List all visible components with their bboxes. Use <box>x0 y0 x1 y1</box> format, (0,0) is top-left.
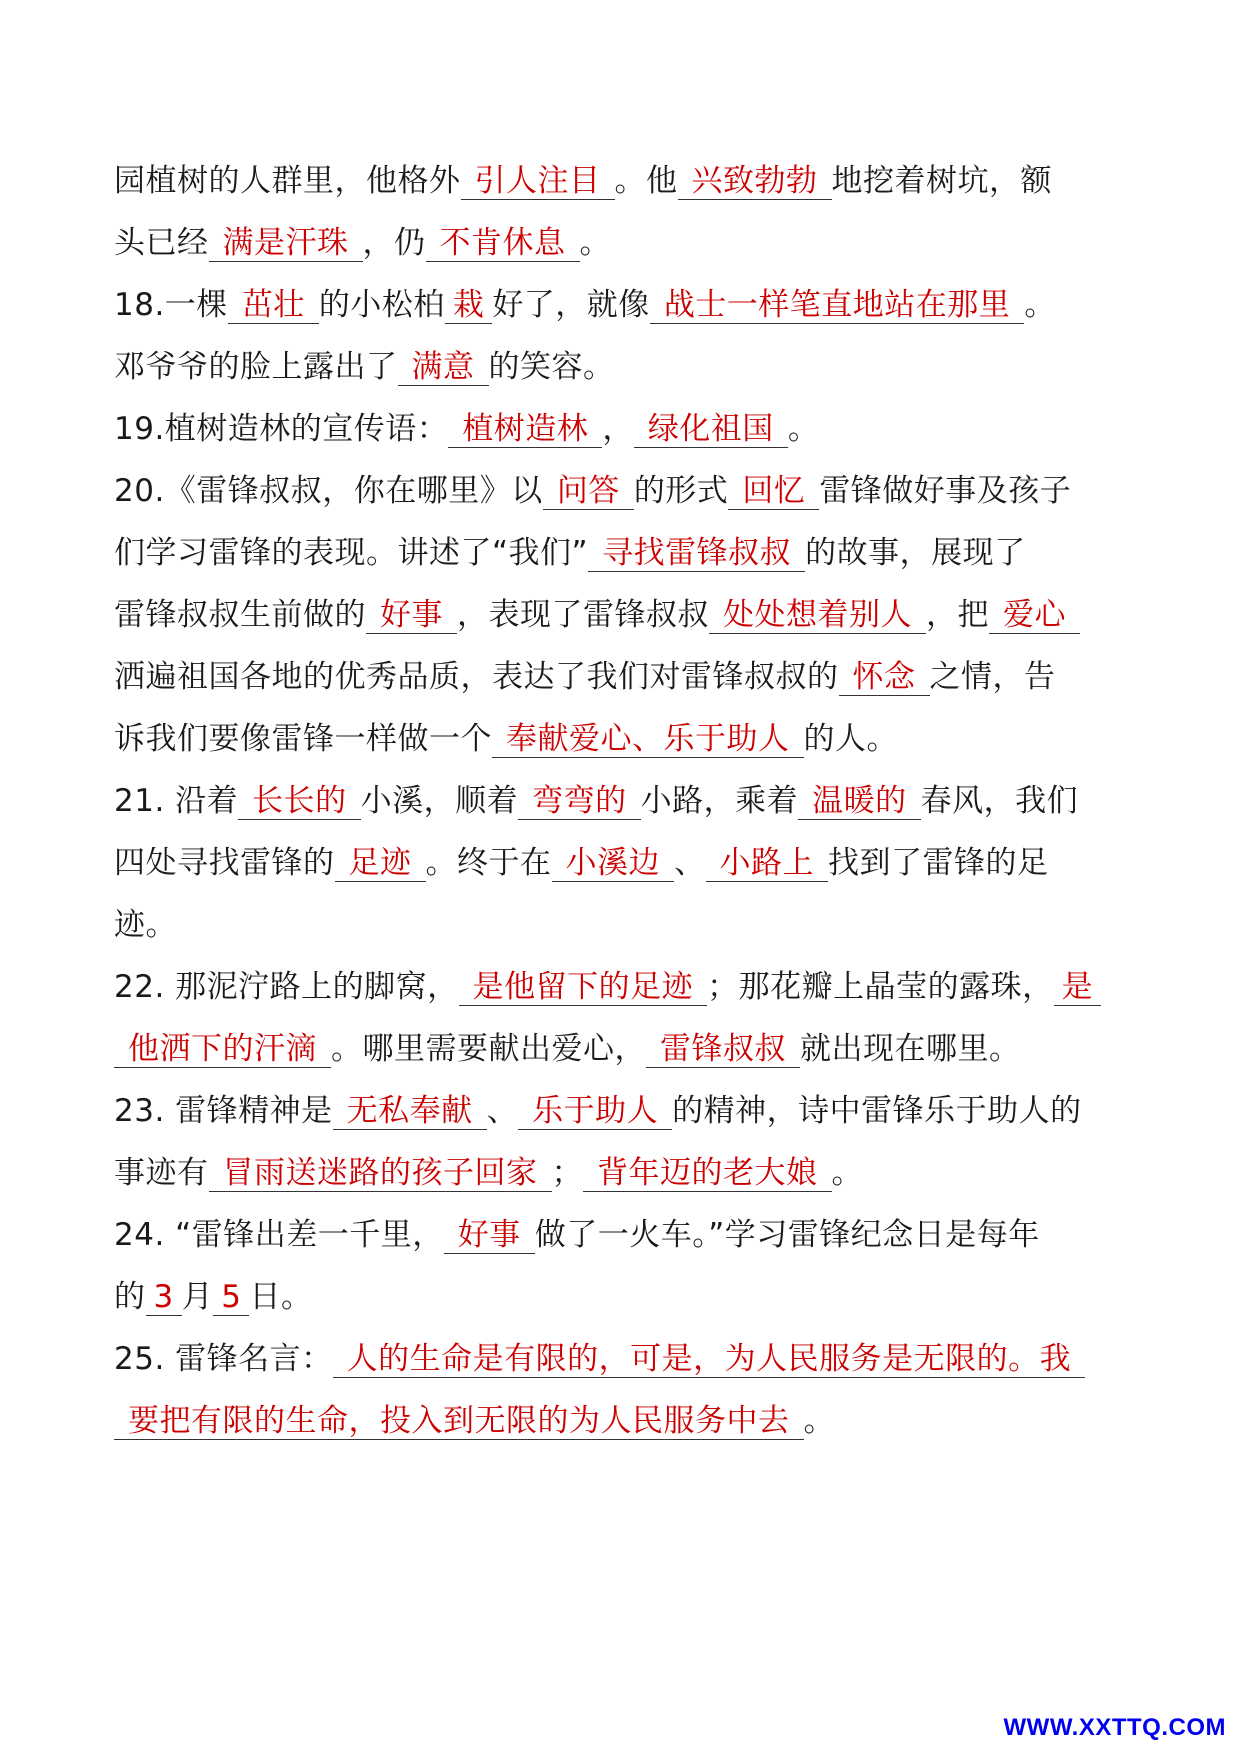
answer-blank: 奉献爱心、乐于助人 <box>492 721 804 758</box>
question-text: 的小松柏 <box>318 287 445 323</box>
question-text: 做了一火车。”学习雷锋纪念日是每年 <box>534 1217 1040 1253</box>
worksheet-line <box>114 894 1134 956</box>
answer-blank: 冒雨送迷路的孩子回家 <box>209 1155 552 1192</box>
answer-blank: 引人注目 <box>461 163 615 200</box>
question-text: 洒遍祖国各地的优秀品质，表达了我们对雷锋叔叔的 <box>114 659 839 695</box>
worksheet-line <box>114 522 1134 584</box>
answer-blank: 足迹 <box>335 845 426 882</box>
answer-blank: 茁壮 <box>228 287 319 324</box>
question-text: ，把 <box>926 597 989 633</box>
worksheet-line <box>114 1328 1134 1390</box>
question-text: 小路，乘着 <box>640 783 799 819</box>
worksheet-line <box>114 1080 1134 1142</box>
question-text: 雷锋做好事及孩子 <box>819 473 1072 509</box>
answer-blank: 小路上 <box>706 845 829 882</box>
question-text: 21. 沿着 <box>114 783 239 819</box>
answer-blank: 是他留下的足迹 <box>459 969 708 1006</box>
question-text: 月 <box>181 1279 214 1315</box>
answer-blank: 战士一样笔直地站在那里 <box>650 287 1025 324</box>
question-text: 地挖着树坑，额 <box>831 163 1052 199</box>
question-text: 园植树的人群里，他格外 <box>114 163 461 199</box>
worksheet-line <box>114 274 1134 336</box>
answer-blank: 好事 <box>366 597 457 634</box>
question-text: 的笑容。 <box>488 349 615 385</box>
question-text: 。 <box>803 1403 835 1439</box>
answer-blank: 无私奉献 <box>333 1093 487 1130</box>
question-text: 找到了雷锋的足 <box>828 845 1049 881</box>
question-text: ，表现了雷锋叔叔 <box>457 597 709 633</box>
question-text: 。哪里需要献出爱心， <box>331 1031 646 1067</box>
answer-blank: 雷锋叔叔 <box>646 1031 800 1068</box>
worksheet-line <box>114 770 1134 832</box>
answer-blank: 小溪边 <box>552 845 675 882</box>
answer-blank: 满是汗珠 <box>209 225 363 262</box>
question-text: 、 <box>674 845 706 881</box>
worksheet-line <box>114 708 1134 770</box>
question-text: 诉我们要像雷锋一样做一个 <box>114 721 492 757</box>
question-text: ；那花瓣上晶莹的露珠， <box>707 969 1054 1005</box>
answer-blank: 温暖的 <box>798 783 921 820</box>
answer-blank: 3 <box>146 1279 182 1316</box>
question-text: 的精神，诗中雷锋乐于助人的 <box>672 1093 1082 1129</box>
answer-blank: 他洒下的汗滴 <box>114 1031 331 1068</box>
answer-blank: 问答 <box>543 473 634 510</box>
worksheet-body <box>114 150 1134 1452</box>
worksheet-line <box>114 1142 1134 1204</box>
question-text: ， <box>602 411 634 447</box>
answer-blank: 处处想着别人 <box>709 597 926 634</box>
question-text: 20.《雷锋叔叔，你在哪里》以 <box>114 473 543 509</box>
question-text: 的人。 <box>803 721 898 757</box>
question-text: ，仍 <box>362 225 426 261</box>
answer-blank: 回忆 <box>728 473 819 510</box>
watermark-url[interactable]: WWW.XXTTQ.COM <box>1003 1714 1226 1741</box>
question-text: 。他 <box>614 163 678 199</box>
question-text: 事迹有 <box>114 1155 209 1191</box>
answer-blank: 好事 <box>444 1217 535 1254</box>
question-text: 雷锋叔叔生前做的 <box>114 597 366 633</box>
question-text: 25. 雷锋名言： <box>114 1341 333 1377</box>
worksheet-line <box>114 832 1134 894</box>
answer-blank: 要把有限的生命，投入到无限的为人民服务中去 <box>114 1403 804 1440</box>
answer-blank: 是 <box>1054 969 1102 1006</box>
worksheet-line <box>114 212 1134 274</box>
question-text: 的 <box>114 1279 146 1315</box>
worksheet-line <box>114 1266 1134 1328</box>
question-text: 18.一棵 <box>114 287 228 323</box>
worksheet-line <box>114 1018 1134 1080</box>
question-text: 邓爷爷的脸上露出了 <box>114 349 398 385</box>
answer-blank: 爱心 <box>989 597 1080 634</box>
question-text: 。 <box>1024 287 1056 323</box>
answer-blank: 植树造林 <box>448 411 602 448</box>
worksheet-line <box>114 646 1134 708</box>
question-text: 。 <box>787 411 820 447</box>
question-text: 的形式 <box>633 473 729 509</box>
question-text: 的故事，展现了 <box>805 535 1026 571</box>
question-text: 22. 那泥泞路上的脚窝， <box>114 969 459 1005</box>
question-text: 23. 雷锋精神是 <box>114 1093 333 1129</box>
question-text: ； <box>551 1155 583 1191</box>
question-text: 四处寻找雷锋的 <box>114 845 335 881</box>
question-text: 之情，告 <box>929 659 1056 695</box>
worksheet-line <box>114 398 1134 460</box>
question-text: 们学习雷锋的表现。讲述了“我们” <box>114 535 589 571</box>
worksheet-line <box>114 1390 1134 1452</box>
answer-blank: 背年迈的老大娘 <box>583 1155 832 1192</box>
worksheet-line <box>114 584 1134 646</box>
answer-blank: 满意 <box>398 349 489 386</box>
worksheet-line <box>114 1204 1134 1266</box>
question-text: 19.植树造林的宣传语： <box>114 411 449 447</box>
question-text: 、 <box>486 1093 519 1129</box>
answer-blank: 乐于助人 <box>518 1093 672 1130</box>
answer-blank: 不肯休息 <box>426 225 580 262</box>
worksheet-line <box>114 460 1134 522</box>
worksheet-line <box>114 150 1134 212</box>
answer-blank: 绿化祖国 <box>634 411 788 448</box>
answer-blank: 怀念 <box>839 659 930 696</box>
answer-blank: 5 <box>213 1279 249 1316</box>
answer-blank: 兴致勃勃 <box>678 163 832 200</box>
answer-blank: 寻找雷锋叔叔 <box>588 535 805 572</box>
question-text: 好了，就像 <box>492 287 650 323</box>
answer-blank: 弯弯的 <box>518 783 641 820</box>
worksheet-line <box>114 336 1134 398</box>
question-text: 迹。 <box>114 907 177 943</box>
answer-blank: 栽 <box>445 287 493 324</box>
question-text: 24. “雷锋出差一千里， <box>114 1217 444 1253</box>
question-text: 。 <box>579 225 611 261</box>
question-text: 。终于在 <box>425 845 552 881</box>
question-text: 。 <box>831 1155 863 1191</box>
answer-blank: 长长的 <box>238 783 361 820</box>
question-text: 小溪，顺着 <box>360 783 519 819</box>
question-text: 日。 <box>249 1279 313 1315</box>
answer-blank: 人的生命是有限的，可是，为人民服务是无限的。我 <box>333 1341 1086 1378</box>
question-text: 春风，我们 <box>920 783 1079 819</box>
worksheet-line <box>114 956 1134 1018</box>
question-text: 就出现在哪里。 <box>800 1031 1021 1067</box>
question-text: 头已经 <box>114 225 209 261</box>
